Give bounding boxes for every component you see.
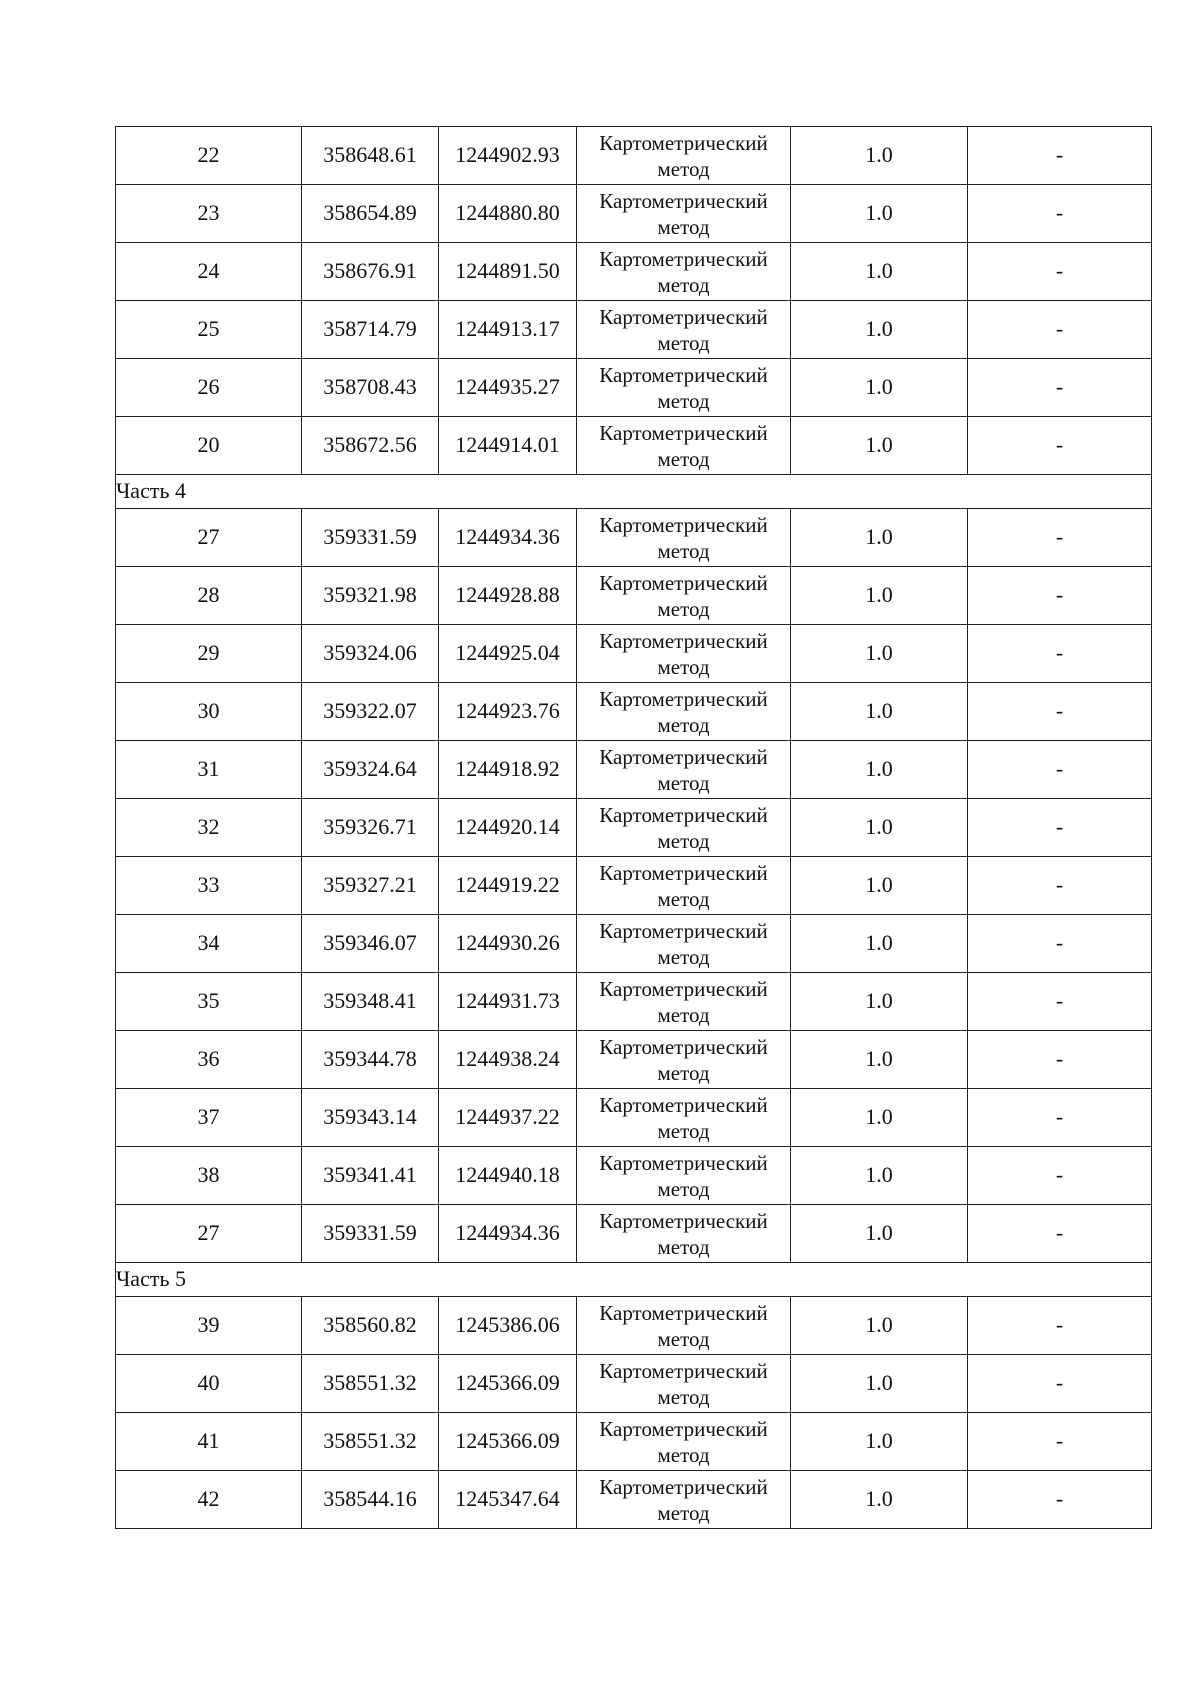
point-number-cell: 31 bbox=[116, 741, 302, 799]
x-coordinate-cell: 359348.41 bbox=[302, 973, 439, 1031]
point-number-cell: 33 bbox=[116, 857, 302, 915]
point-number-cell: 40 bbox=[116, 1355, 302, 1413]
section-header-row bbox=[116, 1263, 1152, 1297]
description-cell: - bbox=[968, 741, 1152, 799]
table-row bbox=[116, 1297, 1152, 1355]
table-row bbox=[116, 683, 1152, 741]
method-line-1: Картометрический bbox=[599, 918, 768, 943]
y-coordinate-cell: 1245347.64 bbox=[439, 1471, 577, 1529]
method-line-1: Картометрический bbox=[599, 1208, 768, 1233]
x-coordinate-cell: 358560.82 bbox=[302, 1297, 439, 1355]
accuracy-cell: 1.0 bbox=[791, 127, 968, 185]
method-line-1: Картометрический bbox=[599, 860, 768, 885]
y-coordinate-cell: 1244931.73 bbox=[439, 973, 577, 1031]
description-cell: - bbox=[968, 1297, 1152, 1355]
y-coordinate-cell: 1244934.36 bbox=[439, 1205, 577, 1263]
table-row bbox=[116, 857, 1152, 915]
method-line-2: метод bbox=[657, 388, 710, 413]
point-number-cell: 24 bbox=[116, 243, 302, 301]
y-coordinate-cell: 1244923.76 bbox=[439, 683, 577, 741]
method-cell bbox=[577, 1297, 791, 1355]
accuracy-cell: 1.0 bbox=[791, 243, 968, 301]
method-line-2: метод bbox=[657, 1500, 710, 1525]
y-coordinate-cell: 1244925.04 bbox=[439, 625, 577, 683]
x-coordinate-cell: 359327.21 bbox=[302, 857, 439, 915]
x-coordinate-cell: 358544.16 bbox=[302, 1471, 439, 1529]
point-number-cell: 37 bbox=[116, 1089, 302, 1147]
method-cell bbox=[577, 799, 791, 857]
accuracy-cell: 1.0 bbox=[791, 417, 968, 475]
description-cell: - bbox=[968, 567, 1152, 625]
point-number-cell: 38 bbox=[116, 1147, 302, 1205]
section-header-row bbox=[116, 475, 1152, 509]
accuracy-cell: 1.0 bbox=[791, 1297, 968, 1355]
coordinates-table bbox=[115, 126, 1152, 1529]
point-number-cell: 20 bbox=[116, 417, 302, 475]
point-number-cell: 30 bbox=[116, 683, 302, 741]
accuracy-cell: 1.0 bbox=[791, 799, 968, 857]
description-cell: - bbox=[968, 1205, 1152, 1263]
description-cell: - bbox=[968, 1031, 1152, 1089]
accuracy-cell: 1.0 bbox=[791, 1205, 968, 1263]
method-line-1: Картометрический bbox=[599, 1474, 768, 1499]
method-line-2: метод bbox=[657, 1384, 710, 1409]
section-title: Часть 4 bbox=[116, 475, 1152, 509]
y-coordinate-cell: 1244919.22 bbox=[439, 857, 577, 915]
accuracy-cell: 1.0 bbox=[791, 857, 968, 915]
method-cell bbox=[577, 741, 791, 799]
description-cell: - bbox=[968, 1355, 1152, 1413]
description-cell: - bbox=[968, 417, 1152, 475]
method-line-1: Картометрический bbox=[599, 628, 768, 653]
method-line-2: метод bbox=[657, 596, 710, 621]
table-row bbox=[116, 1147, 1152, 1205]
point-number-cell: 34 bbox=[116, 915, 302, 973]
method-line-1: Картометрический bbox=[599, 570, 768, 595]
x-coordinate-cell: 359331.59 bbox=[302, 1205, 439, 1263]
y-coordinate-cell: 1244938.24 bbox=[439, 1031, 577, 1089]
method-cell bbox=[577, 1147, 791, 1205]
y-coordinate-cell: 1244935.27 bbox=[439, 359, 577, 417]
x-coordinate-cell: 358676.91 bbox=[302, 243, 439, 301]
accuracy-cell: 1.0 bbox=[791, 1031, 968, 1089]
y-coordinate-cell: 1244918.92 bbox=[439, 741, 577, 799]
description-cell: - bbox=[968, 359, 1152, 417]
method-line-2: метод bbox=[657, 828, 710, 853]
accuracy-cell: 1.0 bbox=[791, 683, 968, 741]
accuracy-cell: 1.0 bbox=[791, 567, 968, 625]
method-cell bbox=[577, 1413, 791, 1471]
method-cell bbox=[577, 359, 791, 417]
table-row bbox=[116, 567, 1152, 625]
method-line-2: метод bbox=[657, 214, 710, 239]
table-row bbox=[116, 243, 1152, 301]
x-coordinate-cell: 359326.71 bbox=[302, 799, 439, 857]
method-line-2: метод bbox=[657, 1442, 710, 1467]
x-coordinate-cell: 358672.56 bbox=[302, 417, 439, 475]
description-cell: - bbox=[968, 799, 1152, 857]
y-coordinate-cell: 1244880.80 bbox=[439, 185, 577, 243]
y-coordinate-cell: 1244940.18 bbox=[439, 1147, 577, 1205]
table-row bbox=[116, 417, 1152, 475]
method-line-2: метод bbox=[657, 654, 710, 679]
y-coordinate-cell: 1245366.09 bbox=[439, 1355, 577, 1413]
table-row bbox=[116, 185, 1152, 243]
method-cell bbox=[577, 301, 791, 359]
x-coordinate-cell: 359343.14 bbox=[302, 1089, 439, 1147]
table-row bbox=[116, 1089, 1152, 1147]
method-line-1: Картометрический bbox=[599, 246, 768, 271]
method-line-1: Картометрический bbox=[599, 420, 768, 445]
table-row bbox=[116, 127, 1152, 185]
method-cell bbox=[577, 185, 791, 243]
accuracy-cell: 1.0 bbox=[791, 1147, 968, 1205]
point-number-cell: 27 bbox=[116, 509, 302, 567]
description-cell: - bbox=[968, 1471, 1152, 1529]
section-title: Часть 5 bbox=[116, 1263, 1152, 1297]
table-row bbox=[116, 1031, 1152, 1089]
method-line-1: Картометрический bbox=[599, 1034, 768, 1059]
x-coordinate-cell: 358654.89 bbox=[302, 185, 439, 243]
description-cell: - bbox=[968, 185, 1152, 243]
method-line-2: метод bbox=[657, 886, 710, 911]
method-line-1: Картометрический bbox=[599, 188, 768, 213]
method-cell bbox=[577, 243, 791, 301]
x-coordinate-cell: 359346.07 bbox=[302, 915, 439, 973]
accuracy-cell: 1.0 bbox=[791, 1089, 968, 1147]
method-cell bbox=[577, 973, 791, 1031]
x-coordinate-cell: 359321.98 bbox=[302, 567, 439, 625]
method-cell bbox=[577, 915, 791, 973]
y-coordinate-cell: 1244902.93 bbox=[439, 127, 577, 185]
accuracy-cell: 1.0 bbox=[791, 359, 968, 417]
table-row bbox=[116, 1471, 1152, 1529]
description-cell: - bbox=[968, 509, 1152, 567]
table-row bbox=[116, 915, 1152, 973]
description-cell: - bbox=[968, 973, 1152, 1031]
description-cell: - bbox=[968, 683, 1152, 741]
table-row bbox=[116, 741, 1152, 799]
method-line-2: метод bbox=[657, 538, 710, 563]
point-number-cell: 29 bbox=[116, 625, 302, 683]
accuracy-cell: 1.0 bbox=[791, 741, 968, 799]
method-line-1: Картометрический bbox=[599, 304, 768, 329]
method-line-2: метод bbox=[657, 1060, 710, 1085]
method-cell bbox=[577, 567, 791, 625]
y-coordinate-cell: 1244920.14 bbox=[439, 799, 577, 857]
table-row bbox=[116, 973, 1152, 1031]
description-cell: - bbox=[968, 1089, 1152, 1147]
method-cell bbox=[577, 1355, 791, 1413]
description-cell: - bbox=[968, 915, 1152, 973]
method-cell bbox=[577, 1031, 791, 1089]
method-line-1: Картометрический bbox=[599, 1300, 768, 1325]
accuracy-cell: 1.0 bbox=[791, 1471, 968, 1529]
table-row bbox=[116, 359, 1152, 417]
method-line-1: Картометрический bbox=[599, 1092, 768, 1117]
method-line-2: метод bbox=[657, 1234, 710, 1259]
y-coordinate-cell: 1244928.88 bbox=[439, 567, 577, 625]
method-line-2: метод bbox=[657, 1118, 710, 1143]
y-coordinate-cell: 1244891.50 bbox=[439, 243, 577, 301]
point-number-cell: 26 bbox=[116, 359, 302, 417]
y-coordinate-cell: 1245386.06 bbox=[439, 1297, 577, 1355]
description-cell: - bbox=[968, 857, 1152, 915]
x-coordinate-cell: 359341.41 bbox=[302, 1147, 439, 1205]
y-coordinate-cell: 1244913.17 bbox=[439, 301, 577, 359]
accuracy-cell: 1.0 bbox=[791, 915, 968, 973]
accuracy-cell: 1.0 bbox=[791, 301, 968, 359]
method-line-1: Картометрический bbox=[599, 976, 768, 1001]
accuracy-cell: 1.0 bbox=[791, 1413, 968, 1471]
method-line-2: метод bbox=[657, 770, 710, 795]
point-number-cell: 36 bbox=[116, 1031, 302, 1089]
method-line-2: метод bbox=[657, 330, 710, 355]
coordinates-table-body bbox=[116, 127, 1152, 1529]
description-cell: - bbox=[968, 301, 1152, 359]
x-coordinate-cell: 359344.78 bbox=[302, 1031, 439, 1089]
x-coordinate-cell: 359324.64 bbox=[302, 741, 439, 799]
description-cell: - bbox=[968, 1147, 1152, 1205]
description-cell: - bbox=[968, 1413, 1152, 1471]
method-line-1: Картометрический bbox=[599, 362, 768, 387]
method-cell bbox=[577, 127, 791, 185]
method-line-2: метод bbox=[657, 1176, 710, 1201]
x-coordinate-cell: 358648.61 bbox=[302, 127, 439, 185]
accuracy-cell: 1.0 bbox=[791, 973, 968, 1031]
x-coordinate-cell: 358551.32 bbox=[302, 1413, 439, 1471]
accuracy-cell: 1.0 bbox=[791, 509, 968, 567]
y-coordinate-cell: 1244934.36 bbox=[439, 509, 577, 567]
method-line-2: метод bbox=[657, 446, 710, 471]
x-coordinate-cell: 358551.32 bbox=[302, 1355, 439, 1413]
method-cell bbox=[577, 683, 791, 741]
method-line-1: Картометрический bbox=[599, 686, 768, 711]
method-line-2: метод bbox=[657, 944, 710, 969]
method-cell bbox=[577, 1089, 791, 1147]
description-cell: - bbox=[968, 625, 1152, 683]
method-line-2: метод bbox=[657, 156, 710, 181]
point-number-cell: 39 bbox=[116, 1297, 302, 1355]
x-coordinate-cell: 358714.79 bbox=[302, 301, 439, 359]
x-coordinate-cell: 359324.06 bbox=[302, 625, 439, 683]
x-coordinate-cell: 358708.43 bbox=[302, 359, 439, 417]
method-cell bbox=[577, 1471, 791, 1529]
point-number-cell: 28 bbox=[116, 567, 302, 625]
table-row bbox=[116, 1413, 1152, 1471]
point-number-cell: 23 bbox=[116, 185, 302, 243]
accuracy-cell: 1.0 bbox=[791, 185, 968, 243]
method-line-1: Картометрический bbox=[599, 802, 768, 827]
description-cell: - bbox=[968, 127, 1152, 185]
method-cell bbox=[577, 417, 791, 475]
table-row bbox=[116, 1355, 1152, 1413]
document-page bbox=[115, 126, 1151, 1529]
table-row bbox=[116, 799, 1152, 857]
method-line-2: метод bbox=[657, 1002, 710, 1027]
table-row bbox=[116, 1205, 1152, 1263]
y-coordinate-cell: 1244930.26 bbox=[439, 915, 577, 973]
x-coordinate-cell: 359322.07 bbox=[302, 683, 439, 741]
y-coordinate-cell: 1245366.09 bbox=[439, 1413, 577, 1471]
method-line-1: Картометрический bbox=[599, 1358, 768, 1383]
method-line-1: Картометрический bbox=[599, 1416, 768, 1441]
method-cell bbox=[577, 1205, 791, 1263]
point-number-cell: 32 bbox=[116, 799, 302, 857]
method-line-1: Картометрический bbox=[599, 1150, 768, 1175]
accuracy-cell: 1.0 bbox=[791, 625, 968, 683]
method-cell bbox=[577, 625, 791, 683]
y-coordinate-cell: 1244937.22 bbox=[439, 1089, 577, 1147]
method-cell bbox=[577, 509, 791, 567]
method-line-2: метод bbox=[657, 1326, 710, 1351]
method-line-1: Картометрический bbox=[599, 512, 768, 537]
method-line-1: Картометрический bbox=[599, 130, 768, 155]
table-row bbox=[116, 301, 1152, 359]
x-coordinate-cell: 359331.59 bbox=[302, 509, 439, 567]
accuracy-cell: 1.0 bbox=[791, 1355, 968, 1413]
point-number-cell: 22 bbox=[116, 127, 302, 185]
method-line-2: метод bbox=[657, 272, 710, 297]
point-number-cell: 25 bbox=[116, 301, 302, 359]
point-number-cell: 42 bbox=[116, 1471, 302, 1529]
table-row bbox=[116, 509, 1152, 567]
description-cell: - bbox=[968, 243, 1152, 301]
method-line-1: Картометрический bbox=[599, 744, 768, 769]
table-row bbox=[116, 625, 1152, 683]
point-number-cell: 27 bbox=[116, 1205, 302, 1263]
method-cell bbox=[577, 857, 791, 915]
point-number-cell: 35 bbox=[116, 973, 302, 1031]
y-coordinate-cell: 1244914.01 bbox=[439, 417, 577, 475]
method-line-2: метод bbox=[657, 712, 710, 737]
point-number-cell: 41 bbox=[116, 1413, 302, 1471]
